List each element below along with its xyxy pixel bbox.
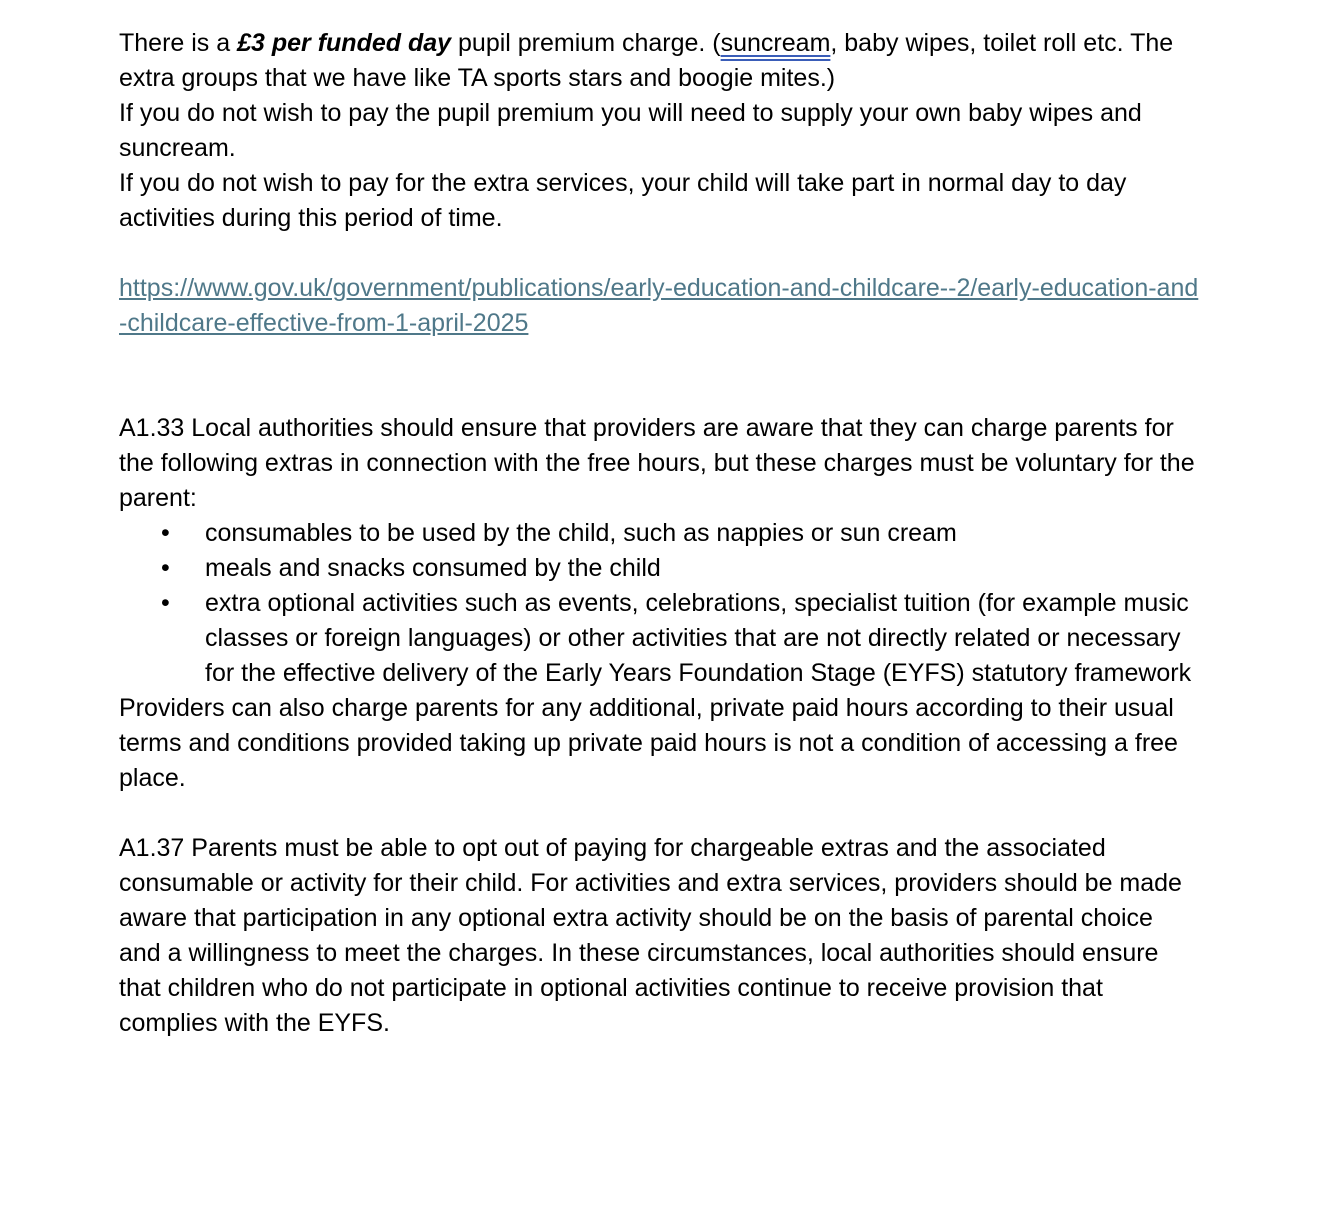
bullet-icon: • bbox=[161, 589, 170, 617]
charge-amount: £3 per funded day bbox=[237, 29, 452, 57]
bullet-icon: • bbox=[161, 519, 170, 547]
list-item bbox=[119, 551, 1199, 586]
charge-suffix: pupil premium charge. ( bbox=[451, 29, 721, 57]
chargeable-extras-list bbox=[119, 516, 1199, 691]
bullet-icon: • bbox=[161, 554, 170, 582]
list-item bbox=[119, 516, 1199, 551]
document-page bbox=[119, 26, 1199, 1041]
pupil-premium-paragraph bbox=[119, 26, 1199, 96]
blank-line bbox=[119, 796, 1199, 831]
list-item-text: consumables to be used by the child, such as nappies or sun cream bbox=[205, 519, 957, 547]
list-item bbox=[119, 586, 1199, 691]
spelling-flagged-word[interactable]: suncream bbox=[720, 29, 831, 57]
list-item-text: meals and snacks consumed by the child bbox=[205, 554, 661, 582]
charge-rest: , baby wipes, toilet roll etc. The extra groups that we have like TA sports stars and boogie mites.) bbox=[119, 29, 1174, 92]
section-a133-paragraph: A1.33 Local authorities should ensure that providers are aware that they can charge parents for the following extras in connection with the free hours, but these charges must be voluntary for the parent: bbox=[119, 414, 1195, 512]
list-item-text: extra optional activities such as events, celebrations, specialist tuition (for example music classes or foreign languages) or other activities that are not directly related or necessary for the effective delivery of the Early Years Foundation Stage (EYFS) statutory framework bbox=[205, 589, 1192, 687]
opt-out-services-paragraph: If you do not wish to pay for the extra services, your child will take part in normal day to day activities during this period of time. bbox=[119, 169, 1127, 232]
charge-prefix: There is a bbox=[119, 29, 238, 57]
gov-uk-reference-link[interactable]: https://www.gov.uk/government/publications/early-education-and-childcare--2/early-education-and-childcare-effective-from-1-april-2025 bbox=[119, 274, 1199, 337]
section-a137-paragraph: A1.37 Parents must be able to opt out of paying for chargeable extras and the associated consumable or activity for their child. For activities and extra services, providers should be made aware that participation in any optional extra activity should be on the basis of parental choice and a willingness to meet the charges. In these circumstances, local authorities should ensure that children who do not participate in optional activities continue to receive provision that complies with the EYFS. bbox=[119, 834, 1182, 1037]
reference-link-paragraph bbox=[119, 271, 1199, 341]
opt-out-premium-paragraph: If you do not wish to pay the pupil premium you will need to supply your own baby wipes and suncream. bbox=[119, 99, 1142, 162]
blank-lines bbox=[119, 341, 1199, 411]
private-hours-paragraph: Providers can also charge parents for any additional, private paid hours according to their usual terms and conditions provided taking up private paid hours is not a condition of accessing a free place. bbox=[119, 694, 1178, 792]
blank-line bbox=[119, 236, 1199, 271]
